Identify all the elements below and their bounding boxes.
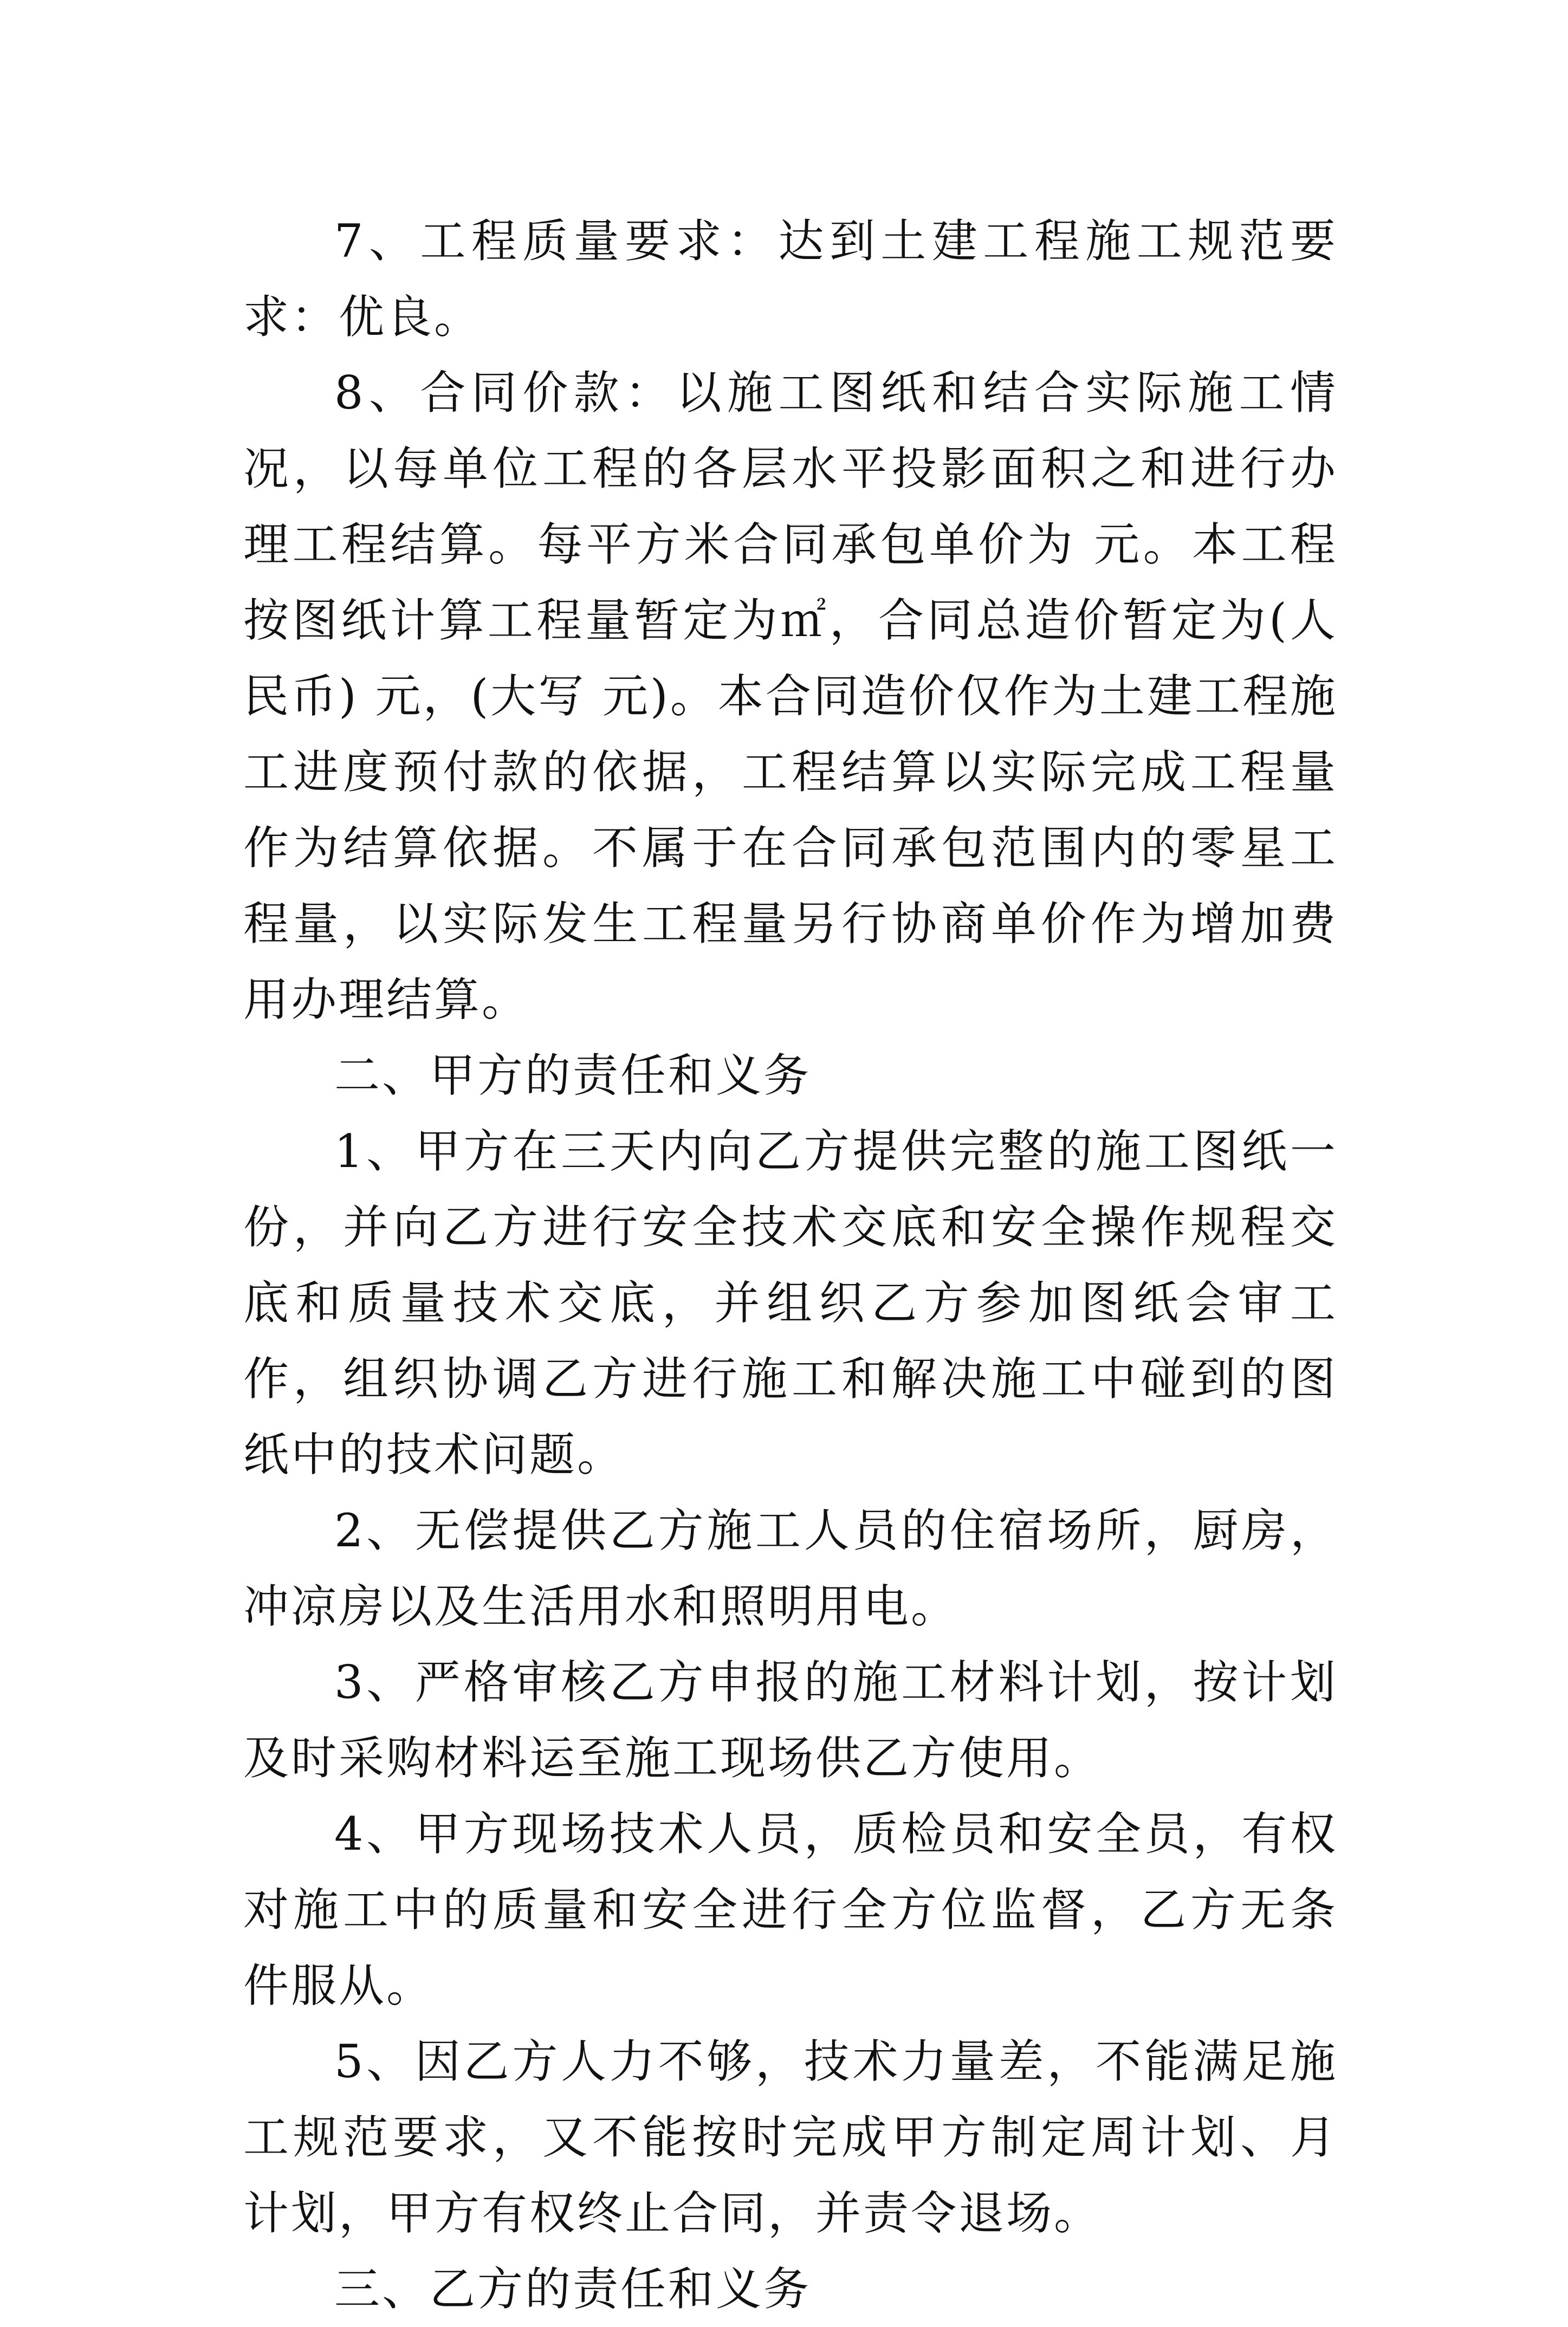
paragraph-contract-price: 8、合同价款：以施工图纸和结合实际施工情况，以每单位工程的各层水平投影面积之和进行办理工程结算。每平方米合同承包单价为 元。本工程按图纸计算工程量暂定为㎡，合同总造价暂定为(人民币) 元，(大写 元)。本合同造价仅作为土建工程施工进度预付款的依据，工程结算以实际完成工程量作为结算依据。不属于在合同承包范围内的零星工程量，以实际发生工程量另行协商单价作为增加费用办理结算。 [243,366,1338,1026]
paragraph-quality-requirement: 7、工程质量要求：达到土建工程施工规范要求：优良。 [243,215,1338,343]
paragraph-party-a-item-3: 3、严格审核乙方申报的施工材料计划，按计划及时采购材料运至施工现场供乙方使用。 [243,1656,1338,1785]
paragraph-party-a-item-5: 5、因乙方人力不够，技术力量差，不能满足施工规范要求，又不能按时完成甲方制定周计划、月计划，甲方有权终止合同，并责令退场。 [243,2035,1338,2240]
paragraph-party-a-item-1: 1、甲方在三天内向乙方提供完整的施工图纸一份，并向乙方进行安全技术交底和安全操作规程交底和质量技术交底，并组织乙方参加图纸会审工作，组织协调乙方进行施工和解决施工中碰到的图纸中的技术问题。 [243,1125,1338,1481]
paragraph-party-a-item-4: 4、甲方现场技术人员，质检员和安全员，有权对施工中的质量和安全进行全方位监督，乙方无条件服从。 [243,1807,1338,2012]
paragraph-party-a-item-2: 2、无偿提供乙方施工人员的住宿场所，厨房，冲凉房以及生活用水和照明用电。 [243,1504,1338,1633]
heading-party-b-duties: 三、乙方的责任和义务 [334,2263,812,2316]
document-body [243,203,1338,2327]
heading-party-a-duties: 二、甲方的责任和义务 [334,1049,812,1102]
